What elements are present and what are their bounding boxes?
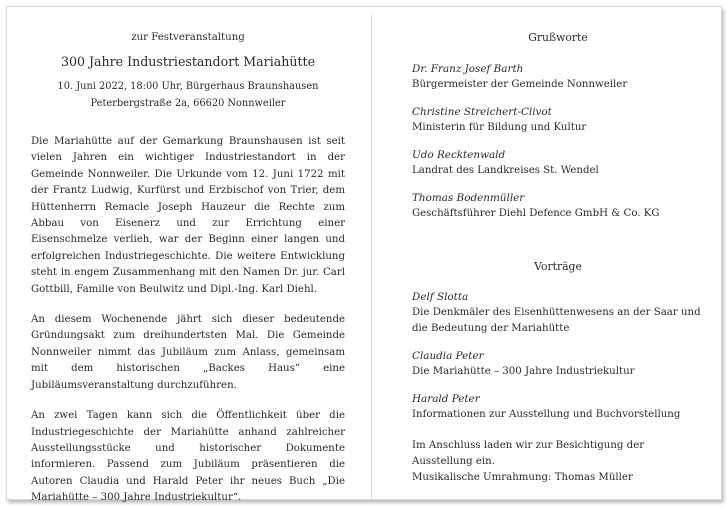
greetings-heading: Grußworte [528,31,588,44]
speaker-name: Thomas Bodenmüller [412,192,525,204]
paragraph-history: Die Mariahütte auf der Gemarkung Braunshausen ist seit vielen Jahren ein wichtiger Industriestandort in der Gemeinde Nonnweiler. Die Urkunde vom 12. Juni 1722 mit der Frantz Ludwig, Kurfürst und Erzbischof von Trier, dem Hüttenherrn Remacle Joseph Hauzeur die Rechte zum Abbau von Eisenerz und zur Errichtung einer Eisenschmelze verlieh, war der Beginn einer langen und erfolgreichen Industriegeschichte. Die weitere Entwicklung steht in engem Zusammenhang mit den Namen Dr. jur. Carl Gottbill, Familie von Beulwitz und Dipl.-Ing. Karl Diehl. [31,136,345,295]
intro-line: zur Festveranstaltung [131,32,245,43]
venue-date-line: 10. Juni 2022, 18:00 Uhr, Bürgerhaus Braunshausen [57,81,319,92]
closing-line: Im Anschluss laden wir zur Besichtigung der Ausstellung ein. [412,440,645,467]
greeting-entry [412,190,704,222]
speaker-role: Landrat des Landkreises St. Wendel [412,165,599,176]
speaker-name: Christine Streichert-Clivot [412,106,552,118]
speaker-name: Dr. Franz Josef Barth [412,63,524,75]
talk-title-line: Informationen zur Ausstellung und Buchvorstellung [412,409,681,420]
talk-title-line: Die Denkmäler des Eisenhüttenwesens an der Saar und [412,307,701,318]
center-fold-divider [371,15,372,499]
speaker-name: Udo Recktenwald [412,149,506,161]
closing-note [412,438,704,486]
paragraph-anniversary: An diesem Wochenende jährt sich dieser bedeutende Gründungsakt zum dreihundertsten Mal. Die Gemeinde Nonnweiler nimmt das Jubiläum zum Anlass, gemeinsam mit dem historischen „Backes Haus“ eine Jubiläumsveranstaltung durchzuführen. [31,314,345,391]
event-title: 300 Jahre Industriestandort Mariahütte [60,54,316,69]
speaker-name: Claudia Peter [412,350,484,362]
speaker-role: Bürgermeister der Gemeinde Nonnweiler [412,79,628,90]
venue-address-line: Peterbergstraße 2a, 66620 Nonnweiler [90,97,286,109]
greeting-entry [412,147,704,179]
talk-title-line: Die Mariahütte – 300 Jahre Industriekultur [412,366,635,377]
talk-title-line: die Bedeutung der Mariahütte [412,323,570,334]
speaker-name: Harald Peter [412,393,480,405]
right-page [412,29,704,486]
talk-entry [412,348,704,380]
greeting-entry [412,104,704,136]
program-card [6,6,722,504]
speaker-role: Ministerin für Bildung und Kultur [412,122,587,133]
talk-entry [412,289,704,337]
talks-heading: Vorträge [534,260,582,273]
speaker-name: Delf Slotta [412,291,469,303]
music-line: Musikalische Umrahmung: Thomas Müller [412,472,633,483]
greeting-entry [412,61,704,93]
talk-entry [412,391,704,423]
left-page [31,29,345,507]
paragraph-exhibition: An zwei Tagen kann sich die Öffentlichkeit über die Industriegeschichte der Mariahütte anhand zahlreicher Ausstellungsstücke und historischer Dokumente informieren. Passend zum Jubiläum präsentieren die Autoren Claudia und Harald Peter ihr neues Buch „Die Mariahütte – 300 Jahre Industriekultur“. [31,410,345,504]
speaker-role: Geschäftsführer Diehl Defence GmbH & Co. KG [412,208,660,219]
